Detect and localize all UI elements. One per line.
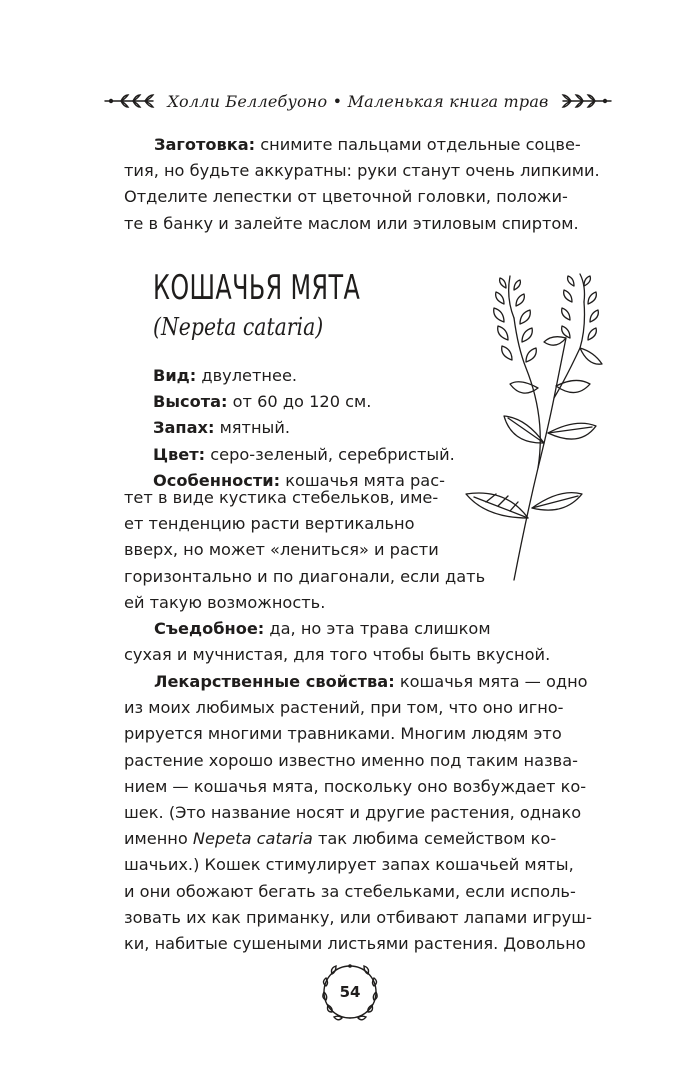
height-row: Высота: от 60 до 120 см. (153, 392, 372, 412)
edible-paragraph: Съедобное: да, но эта трава слишком сухая и мучнистая, для того чтобы быть вкусной. (124, 619, 551, 665)
color-row: Цвет: серо-зеленый, серебристый. (153, 444, 455, 464)
features-paragraph: тет в виде кустика стебельков, име- ет тенденцию расти вертикально вверх, но может «лениться» и расти горизонтально и по диагонали, если дать ей такую возможность. (124, 488, 486, 612)
type-row: Вид: двулетнее. (153, 366, 298, 385)
page-number-block (318, 960, 382, 1024)
scent-row: Запах: мятный. (153, 418, 291, 438)
sprig-ornament-icon (561, 91, 613, 111)
features-row: Особенности: кошачья мята рас- (153, 470, 445, 490)
running-header (128, 86, 588, 116)
intro-label: Заготовка: (154, 135, 256, 154)
header-title: Холли Беллебуоно • Маленькая книга трав (167, 91, 549, 111)
plant-properties (153, 363, 455, 494)
page-number: 54 (339, 983, 361, 1001)
sprig-ornament-icon (103, 91, 155, 111)
plant-title: КОШАЧЬЯ МЯТА (153, 268, 361, 308)
medicinal-paragraph: Лекарственные свойства: кошачья мята — одно из моих любимых растений, при том, что оно игно- рируется многими травниками. Многим людям это растение хорошо известно именно под таким назва- нием — кошачья мята, поскольку оно возбуждает ко- шек. (Это название носят и другие растения, однако именно Nepeta cataria так любима семейством ко- шачьих.) Кошек стимулирует запах кошачьей мяты, и они обожают бегать за стебельками, если исполь- зовать их как приманку, или отбивают лапами игруш- ки, набитые сушеными листьями растения. Довольно (124, 672, 592, 954)
latin-name: (Nepeta cataria) (153, 313, 324, 341)
intro-paragraph: Заготовка: снимите пальцами отдельные соцве- тия, но будьте аккуратны: руки станут очень липкими. Отделите лепестки от цветочной головки, положи- те в банку и залейте маслом или этиловым спиртом. (124, 135, 600, 233)
